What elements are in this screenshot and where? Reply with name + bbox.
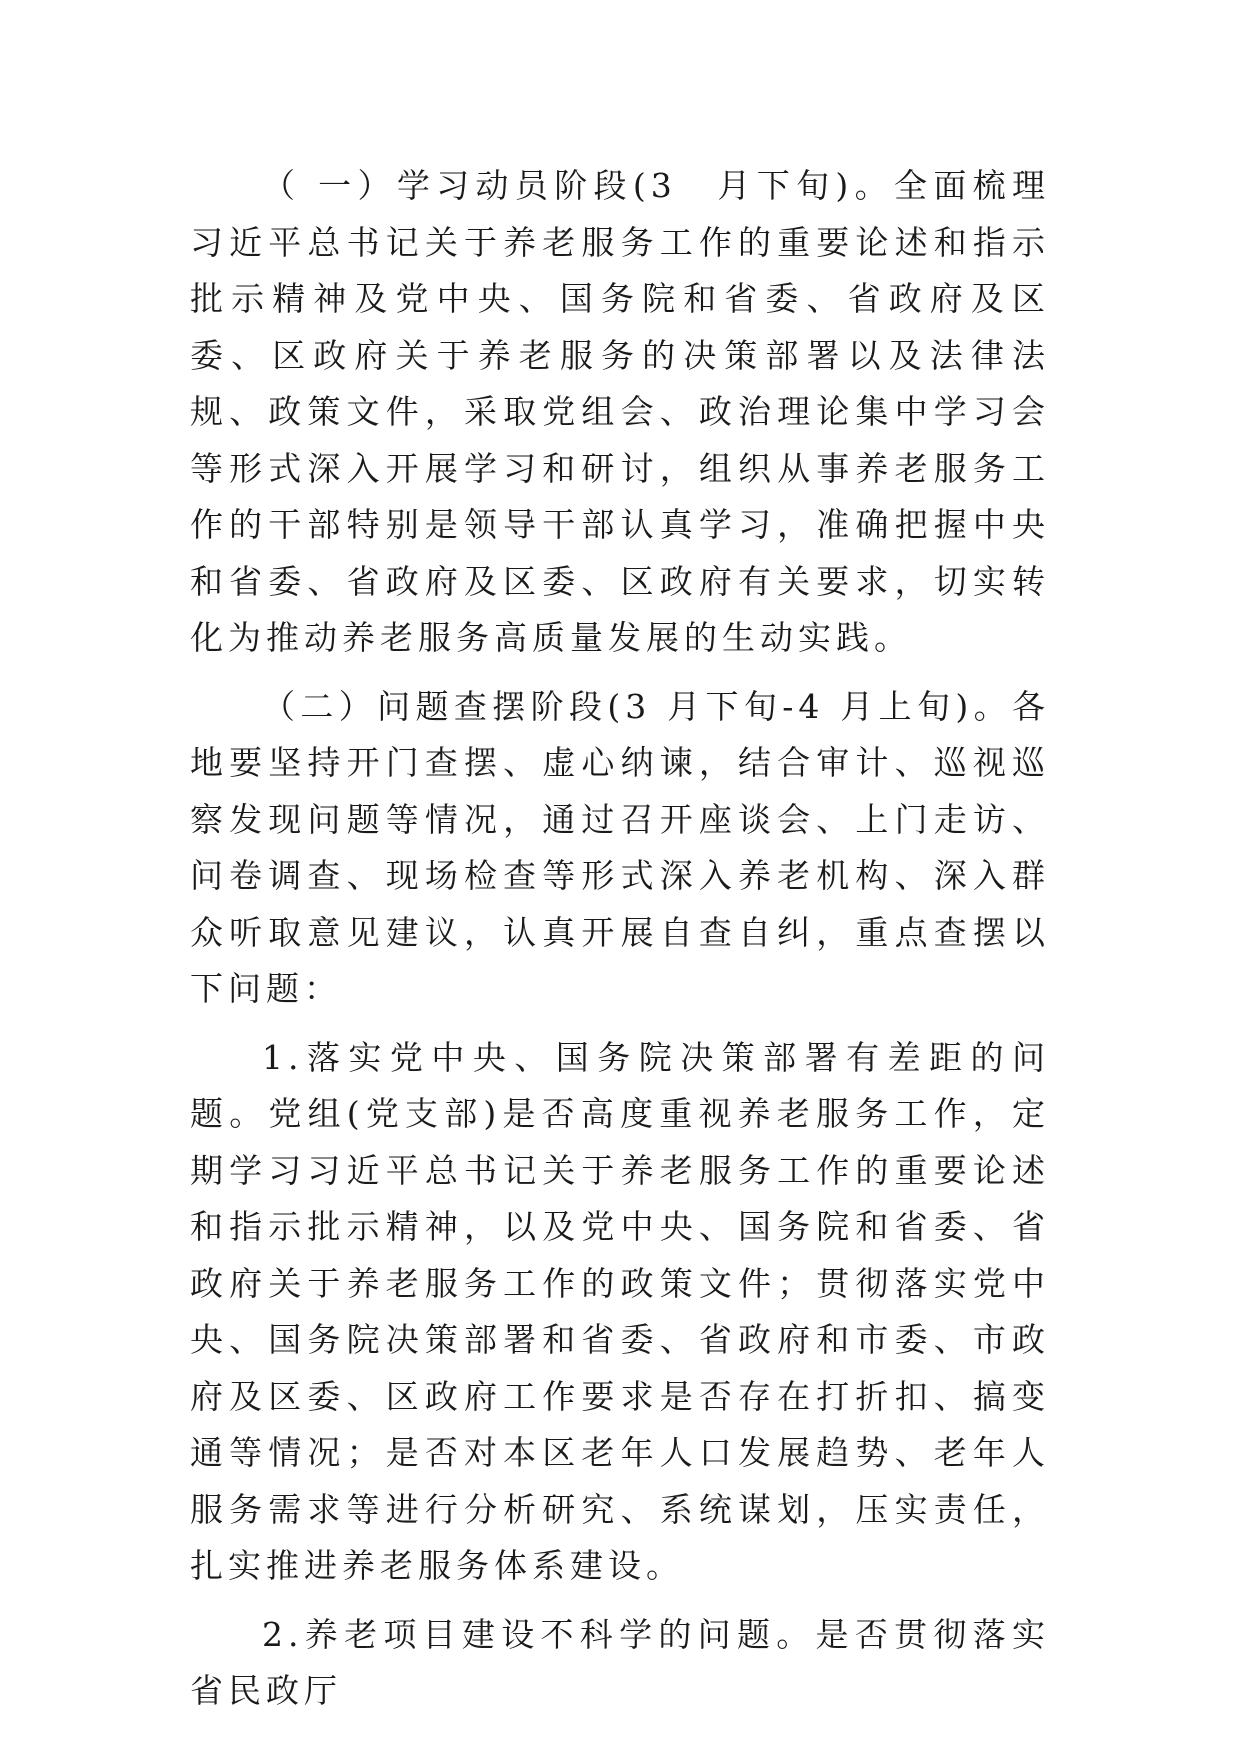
paragraph-study-mobilization: （ 一）学习动员阶段(3 月下旬)。全面梳理习近平总书记关于养老服务工作的重要论述和指示批示精神及党中央、国务院和省委、省政府及区委、区政府关于养老服务的决策部署以及法律法规、政策文件，采取党组会、政治理论集中学习会等形式深入开展学习和研讨，组织从事养老服务工作的干部特别是领导干部认真学习，准确把握中央和省委、省政府及区委、区政府有关要求，切实转化为推动养老服务高质量发展的生动实践。	[190, 166, 1050, 657]
paragraph-problem-finding: （二）问题查摆阶段(3 月下旬-4 月上旬)。各地要坚持开门查摆、虚心纳谏，结合审计、巡视巡察发现问题等情况，通过召开座谈会、上门走访、问卷调查、现场检查等形式深入养老机构、深入群众听取意见建议，认真开展自查自纠，重点查摆以下问题：	[190, 686, 1050, 1008]
document-body	[190, 158, 1050, 1732]
paragraph-item-2: 2.养老项目建设不科学的问题。是否贯彻落实省民政厅	[190, 1614, 1050, 1710]
paragraph-item-1: 1.落实党中央、国务院决策部署有差距的问题。党组(党支部)是否高度重视养老服务工作，定期学习习近平总书记关于养老服务工作的重要论述和指示批示精神，以及党中央、国务院和省委、省政府关于养老服务工作的政策文件；贯彻落实党中央、国务院决策部署和省委、省政府和市委、市政府及区委、区政府工作要求是否存在打折扣、搞变通等情况；是否对本区老年人口发展趋势、老年人服务需求等进行分析研究、系统谋划，压实责任，扎实推进养老服务体系建设。	[190, 1037, 1050, 1585]
